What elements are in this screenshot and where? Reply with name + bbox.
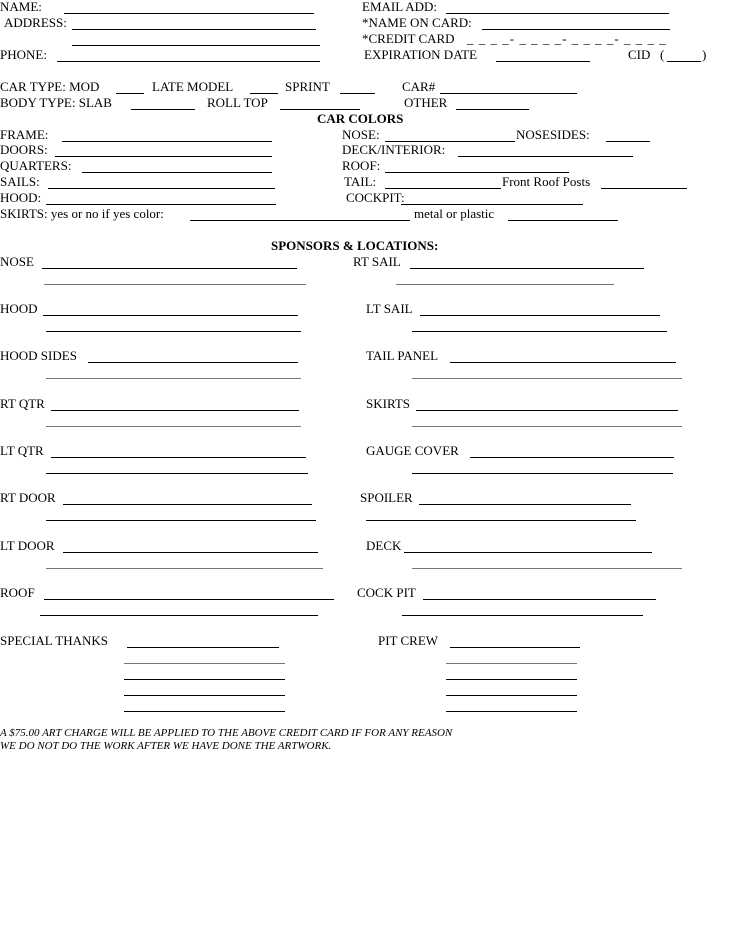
address-field-line-1[interactable] bbox=[72, 29, 316, 30]
pit-crew-field-2[interactable] bbox=[446, 663, 577, 664]
expiration-field[interactable] bbox=[496, 61, 590, 62]
body-type-slab-field[interactable] bbox=[131, 109, 195, 110]
front-roof-posts-field[interactable] bbox=[601, 188, 687, 189]
sponsor-skirts-field-line-2[interactable] bbox=[412, 426, 682, 427]
sponsor-lt-door-field[interactable] bbox=[63, 552, 318, 553]
frame-field[interactable] bbox=[62, 141, 272, 142]
metal-plastic-label: metal or plastic bbox=[414, 206, 495, 221]
sponsor-rt-door-label: RT DOOR bbox=[0, 490, 56, 505]
expiration-label: EXPIRATION DATE bbox=[364, 47, 478, 62]
nose-sides-field[interactable] bbox=[606, 141, 650, 142]
sponsor-cock-pit-field-line-2[interactable] bbox=[402, 615, 643, 616]
art-charge-note-line-2: WE DO NOT DO THE WORK AFTER WE HAVE DONE THE ARTWORK. bbox=[0, 740, 332, 752]
roof-color-label: ROOF: bbox=[342, 158, 381, 173]
late-model-field[interactable] bbox=[250, 93, 278, 94]
sponsor-deck-field[interactable] bbox=[404, 552, 652, 553]
sponsor-hood-sides-field-line-2[interactable] bbox=[46, 378, 301, 379]
sponsor-spoiler-field[interactable] bbox=[419, 504, 631, 505]
sponsor-hood-label: HOOD bbox=[0, 301, 38, 316]
sponsor-rt-door-field-line-2[interactable] bbox=[46, 520, 316, 521]
sponsor-rt-sail-label: RT SAIL bbox=[353, 254, 401, 269]
quarters-label: QUARTERS: bbox=[0, 158, 72, 173]
sponsor-rt-qtr-field[interactable] bbox=[51, 410, 299, 411]
sponsor-lt-sail-label: LT SAIL bbox=[366, 301, 413, 316]
sponsor-skirts-field[interactable] bbox=[416, 410, 678, 411]
pit-crew-field-3[interactable] bbox=[446, 679, 577, 680]
skirts-color-field[interactable] bbox=[190, 220, 410, 221]
cid-close-paren: ) bbox=[702, 47, 707, 62]
car-type-mod-field[interactable] bbox=[116, 93, 144, 94]
other-label: OTHER bbox=[404, 95, 448, 110]
special-thanks-field-5[interactable] bbox=[124, 711, 285, 712]
special-thanks-field-4[interactable] bbox=[124, 695, 285, 696]
frame-label: FRAME: bbox=[0, 127, 49, 142]
sponsor-gauge-cover-label: GAUGE COVER bbox=[366, 443, 459, 458]
sponsor-rt-door-field[interactable] bbox=[63, 504, 312, 505]
sponsor-hood-field-line-2[interactable] bbox=[46, 331, 301, 332]
email-field[interactable] bbox=[446, 13, 669, 14]
email-label: EMAIL ADD: bbox=[362, 0, 437, 14]
sponsor-gauge-cover-field[interactable] bbox=[470, 457, 674, 458]
car-colors-heading: CAR COLORS bbox=[317, 111, 404, 126]
name-on-card-label: *NAME ON CARD: bbox=[362, 15, 472, 30]
doors-label: DOORS: bbox=[0, 142, 48, 157]
special-thanks-field-2[interactable] bbox=[124, 663, 285, 664]
special-thanks-label: SPECIAL THANKS bbox=[0, 633, 108, 648]
other-field[interactable] bbox=[456, 109, 529, 110]
phone-label: PHONE: bbox=[0, 47, 47, 62]
cid-open-paren: ( bbox=[660, 47, 665, 62]
cid-field[interactable] bbox=[667, 61, 701, 62]
late-model-label: LATE MODEL bbox=[152, 79, 234, 94]
sponsor-spoiler-label: SPOILER bbox=[360, 490, 413, 505]
address-label: ADDRESS: bbox=[4, 15, 67, 30]
cid-label: CID bbox=[628, 47, 651, 62]
sails-label: SAILS: bbox=[0, 174, 40, 189]
sponsor-cock-pit-field[interactable] bbox=[423, 599, 656, 600]
sponsors-heading: SPONSORS & LOCATIONS: bbox=[271, 238, 439, 253]
roll-top-field[interactable] bbox=[280, 109, 360, 110]
sponsor-gauge-cover-field-line-2[interactable] bbox=[412, 473, 673, 474]
roof-color-field[interactable] bbox=[385, 172, 569, 173]
phone-field[interactable] bbox=[57, 61, 320, 62]
name-label: NAME: bbox=[0, 0, 42, 14]
sponsor-skirts-label: SKIRTS bbox=[366, 396, 411, 411]
pit-crew-field-5[interactable] bbox=[446, 711, 577, 712]
sponsor-hood-sides-label: HOOD SIDES bbox=[0, 348, 77, 363]
special-thanks-field-1[interactable] bbox=[127, 647, 279, 648]
credit-card-field[interactable]: _ _ _ _- _ _ _ _- _ _ _ _- _ _ _ _ bbox=[467, 31, 667, 46]
quarters-field[interactable] bbox=[82, 172, 272, 173]
sponsor-lt-door-label: LT DOOR bbox=[0, 538, 55, 553]
name-on-card-field[interactable] bbox=[482, 29, 670, 30]
sponsor-tail-panel-label: TAIL PANEL bbox=[366, 348, 439, 363]
sponsor-hood-field[interactable] bbox=[43, 315, 298, 316]
sponsor-deck-field-line-2[interactable] bbox=[412, 568, 682, 569]
car-number-label: CAR# bbox=[402, 79, 436, 94]
sponsor-rt-qtr-label: RT QTR bbox=[0, 396, 45, 411]
car-type-label: CAR TYPE: MOD bbox=[0, 79, 100, 94]
hood-color-label: HOOD: bbox=[0, 190, 42, 205]
nose-sides-label: NOSESIDES: bbox=[516, 127, 590, 142]
sponsor-nose-field[interactable] bbox=[42, 268, 297, 269]
sponsor-hood-sides-field[interactable] bbox=[88, 362, 298, 363]
pit-crew-field-4[interactable] bbox=[446, 695, 577, 696]
metal-plastic-field[interactable] bbox=[508, 220, 618, 221]
sponsor-lt-qtr-field-line-2[interactable] bbox=[46, 473, 308, 474]
front-roof-posts-label: Front Roof Posts bbox=[502, 174, 591, 189]
sponsor-nose-label: NOSE bbox=[0, 254, 34, 269]
sponsor-lt-qtr-field[interactable] bbox=[51, 457, 306, 458]
deck-interior-label: DECK/INTERIOR: bbox=[342, 142, 446, 157]
sponsor-tail-panel-field[interactable] bbox=[450, 362, 676, 363]
sponsor-roof-label: ROOF bbox=[0, 585, 35, 600]
tail-color-field[interactable] bbox=[385, 188, 501, 189]
sponsor-cock-pit-label: COCK PIT bbox=[357, 585, 416, 600]
deck-interior-field[interactable] bbox=[458, 156, 633, 157]
sails-field[interactable] bbox=[48, 188, 275, 189]
skirts-color-label: SKIRTS: yes or no if yes color: bbox=[0, 206, 164, 221]
sponsor-nose-field-line-2[interactable] bbox=[44, 284, 306, 285]
doors-field[interactable] bbox=[55, 156, 272, 157]
sponsor-lt-qtr-label: LT QTR bbox=[0, 443, 44, 458]
sponsor-lt-sail-field[interactable] bbox=[420, 315, 660, 316]
cockpit-color-field[interactable] bbox=[401, 204, 583, 205]
sprint-field[interactable] bbox=[340, 93, 375, 94]
credit-card-label: *CREDIT CARD bbox=[362, 31, 455, 46]
sponsor-lt-door-field-line-2[interactable] bbox=[46, 568, 323, 569]
address-field-line-2[interactable] bbox=[72, 45, 320, 46]
pit-crew-field-1[interactable] bbox=[450, 647, 580, 648]
hood-color-field[interactable] bbox=[46, 204, 276, 205]
body-type-label: BODY TYPE: SLAB bbox=[0, 95, 112, 110]
sponsor-tail-panel-field-line-2[interactable] bbox=[412, 378, 682, 379]
sponsor-roof-field[interactable] bbox=[44, 599, 334, 600]
tail-color-label: TAIL: bbox=[344, 174, 377, 189]
sponsor-deck-label: DECK bbox=[366, 538, 402, 553]
car-number-field[interactable] bbox=[440, 93, 577, 94]
sponsor-rt-sail-field[interactable] bbox=[410, 268, 644, 269]
name-field[interactable] bbox=[64, 13, 314, 14]
art-charge-note-line-1: A $75.00 ART CHARGE WILL BE APPLIED TO THE ABOVE CREDIT CARD IF FOR ANY REASON bbox=[0, 727, 453, 739]
special-thanks-field-3[interactable] bbox=[124, 679, 285, 680]
sponsor-lt-sail-field-line-2[interactable] bbox=[412, 331, 667, 332]
sponsor-rt-sail-field-line-2[interactable] bbox=[396, 284, 614, 285]
sponsor-rt-qtr-field-line-2[interactable] bbox=[46, 426, 301, 427]
sponsor-roof-field-line-2[interactable] bbox=[40, 615, 318, 616]
pit-crew-label: PIT CREW bbox=[378, 633, 439, 648]
sprint-label: SPRINT bbox=[285, 79, 330, 94]
roll-top-label: ROLL TOP bbox=[207, 95, 268, 110]
cockpit-color-label: COCKPIT: bbox=[346, 190, 405, 205]
sponsor-spoiler-field-line-2[interactable] bbox=[366, 520, 636, 521]
nose-color-label: NOSE: bbox=[342, 127, 380, 142]
